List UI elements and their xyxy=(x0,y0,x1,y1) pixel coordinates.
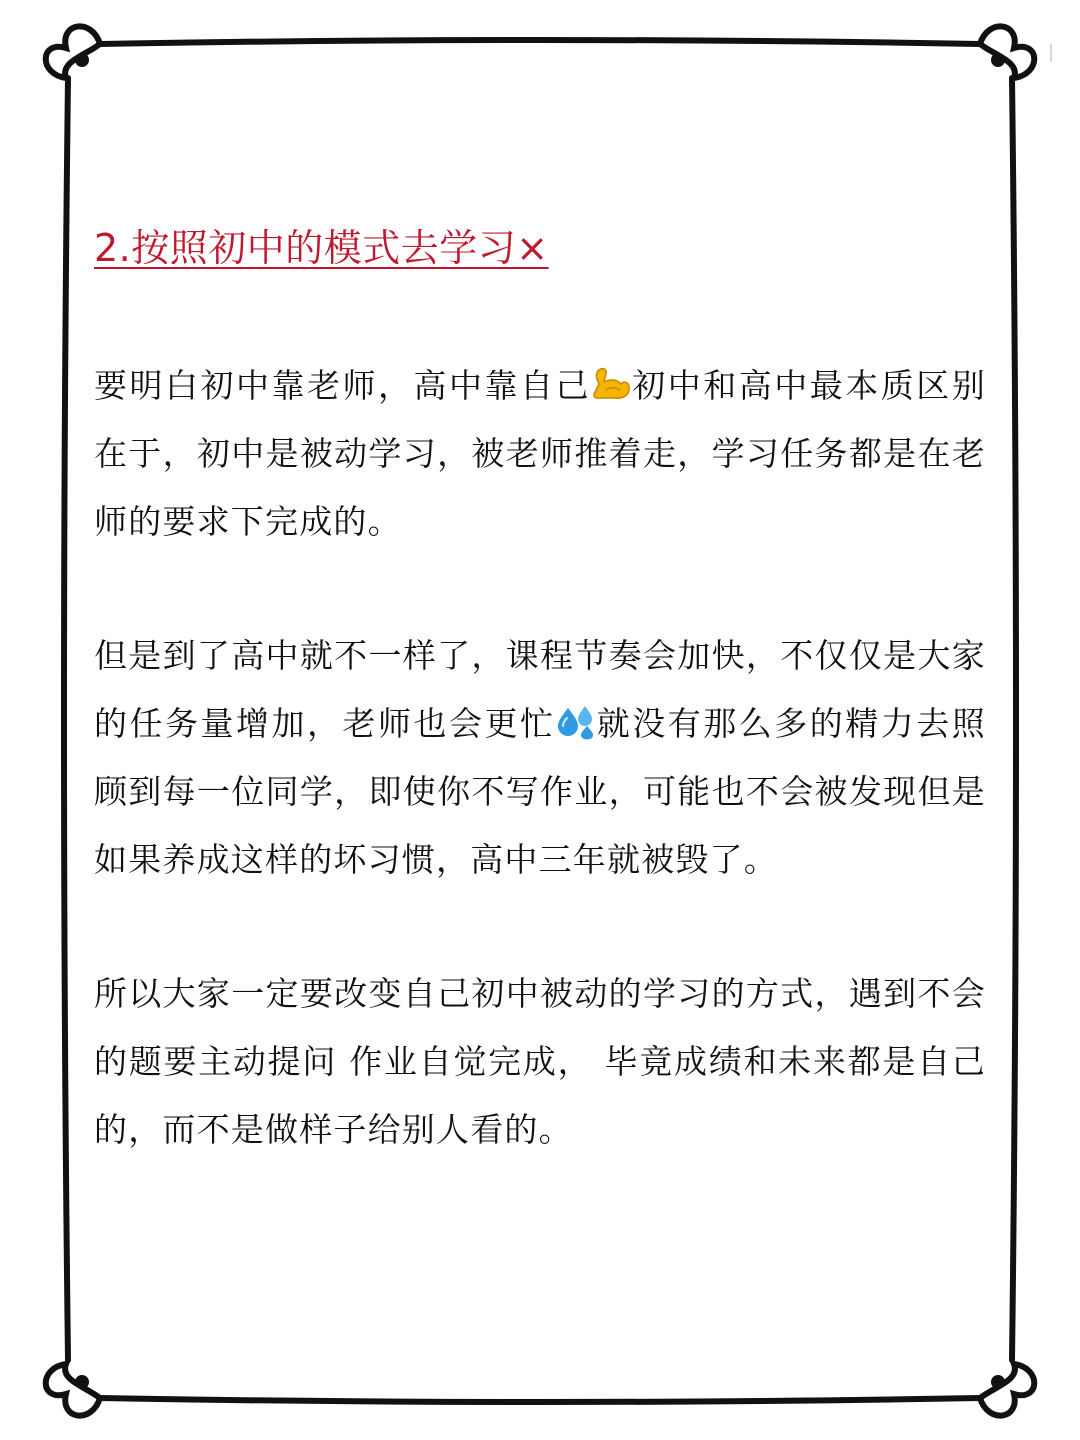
corner-ornament-top-right xyxy=(980,26,1034,78)
paragraph-1 xyxy=(94,352,986,556)
paragraph-2-text-a: 但是到了高中就不一样了，课程节奏会加快，不仅仅是大家的任务量增加，老师也会更忙 xyxy=(94,636,986,743)
paragraph-3: 所以大家一定要改变自己初中被动的学习的方式，遇到不会的题要主动提问 作业自觉完成， 毕竟成绩和未来都是自己的，而不是做样子给别人看的。 xyxy=(94,974,986,1149)
paragraph-2-text-b: 就没有那么多的精力去照顾到每一位同学，即使你不写作业，可能也不会被发现但是如果养成这样的坏习惯，高中三年就被毁了。 xyxy=(94,704,986,879)
section-heading: 2.按照初中的模式去学习× xyxy=(94,226,549,270)
sweat-droplets-icon xyxy=(556,704,596,740)
paragraph-1-text-b: 初中和高中最本质区别在于，初中是被动学习，被老师推着走，学习任务都是在老师的要求下完成的。 xyxy=(94,366,986,541)
corner-ornament-bottom-left xyxy=(46,1364,100,1416)
edge-mark xyxy=(1050,44,1052,62)
paragraph-2 xyxy=(94,622,986,894)
note-content xyxy=(94,222,986,1164)
paragraph-1-text-a: 要明白初中靠老师，高中靠自己 xyxy=(94,366,591,405)
flexed-biceps-icon xyxy=(591,366,631,402)
corner-ornament-top-left xyxy=(46,26,100,78)
corner-ornament-bottom-right xyxy=(980,1364,1034,1416)
